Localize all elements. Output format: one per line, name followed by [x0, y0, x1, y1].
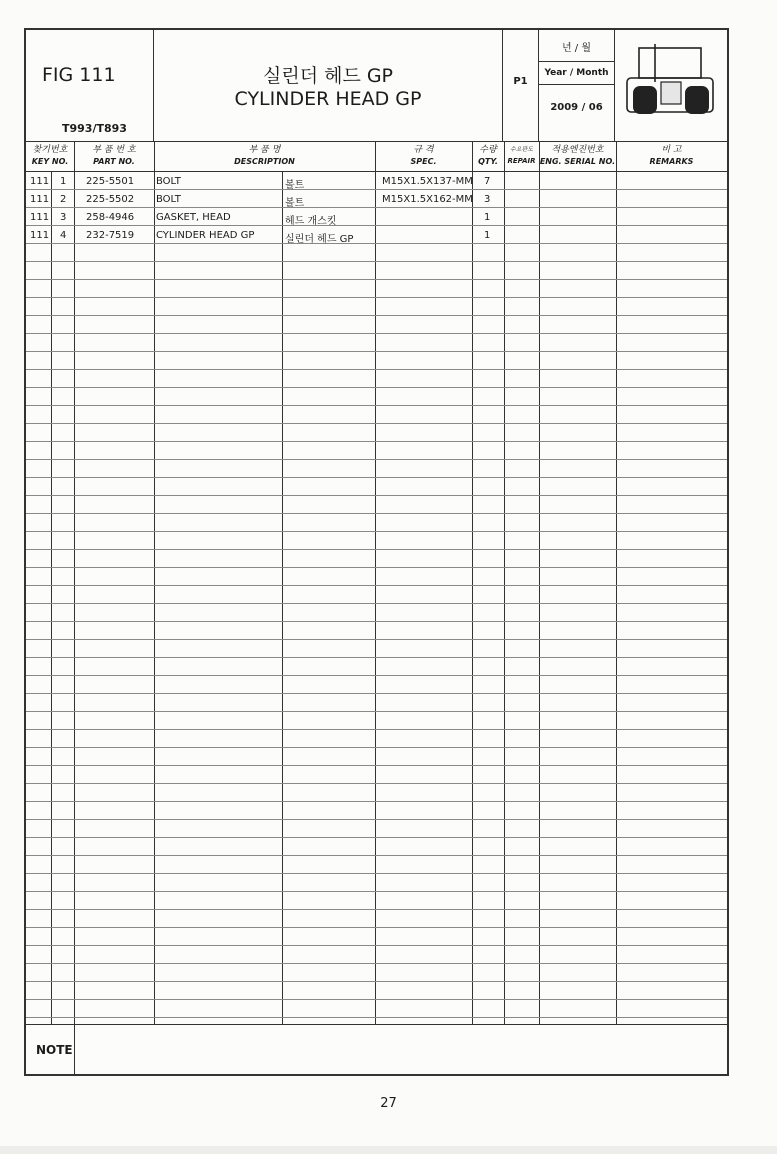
scan-edge	[0, 1146, 777, 1154]
spec-cell: M15X1.5X137-MM	[382, 176, 473, 187]
header-description: 부 품 명 DESCRIPTION	[234, 145, 295, 166]
date-label-korean: 년 / 월	[561, 43, 592, 54]
qty-cell: 7	[484, 176, 491, 187]
description-english-cell: GASKET, HEAD	[156, 212, 231, 223]
date-value: 2009 / 06	[550, 102, 603, 113]
parts-list-sheet	[24, 28, 729, 1076]
date-cell	[539, 30, 615, 141]
key-no-cell: 3	[60, 212, 67, 223]
note-area	[26, 1024, 727, 1075]
page-cell	[503, 30, 539, 141]
description-english-cell: CYLINDER HEAD GP	[156, 230, 255, 241]
header-remarks: 비 고 REMARKS	[649, 145, 694, 166]
column-headers	[26, 141, 727, 172]
model-number: T993/T893	[62, 122, 127, 135]
description-english-cell: BOLT	[156, 194, 181, 205]
fig-cell: 111	[30, 212, 50, 223]
fig-cell: 111	[30, 230, 50, 241]
title-cell	[154, 30, 503, 141]
header-part-no: 부 품 번 호 PART NO.	[92, 145, 136, 166]
part-no-cell: 225-5502	[86, 194, 135, 205]
fig-cell: 111	[30, 194, 50, 205]
part-no-cell: 258-4946	[86, 212, 135, 223]
title-english: CYLINDER HEAD GP	[234, 88, 422, 110]
table-row	[26, 191, 727, 209]
fig-cell: 111	[30, 176, 50, 187]
title-korean: 실린더 헤드 GP	[262, 65, 394, 87]
qty-cell: 1	[484, 212, 491, 223]
description-korean-cell: 헤드 개스킷	[285, 216, 337, 227]
row-lines	[26, 171, 727, 1024]
date-label-english: Year / Month	[544, 68, 609, 78]
qty-cell: 3	[484, 194, 491, 205]
tractor-icon	[619, 42, 723, 130]
key-no-cell: 4	[60, 230, 67, 241]
key-no-cell: 1	[60, 176, 67, 187]
page-number: 27	[380, 1096, 397, 1111]
page-code: P1	[513, 76, 528, 87]
table-row	[26, 227, 727, 245]
part-no-cell: 232-7519	[86, 230, 135, 241]
image-cell	[615, 30, 727, 141]
description-korean-cell: 볼트	[285, 180, 305, 191]
qty-cell: 1	[484, 230, 491, 241]
key-no-cell: 2	[60, 194, 67, 205]
sheet-header	[26, 30, 727, 142]
description-english-cell: BOLT	[156, 176, 181, 187]
table-row	[26, 173, 727, 191]
part-no-cell: 225-5501	[86, 176, 135, 187]
header-eng-serial-no: 적용엔진번호 ENG. SERIAL NO.	[539, 145, 616, 166]
header-repair: 수요판도 REPAIR	[507, 146, 536, 165]
description-korean-cell: 볼트	[285, 198, 305, 209]
header-key-no: 찾기번호 KEY NO.	[31, 145, 69, 166]
note-label: NOTE	[36, 1043, 73, 1057]
figure-cell	[26, 30, 154, 141]
spec-cell: M15X1.5X162-MM	[382, 194, 473, 205]
table-row	[26, 209, 727, 227]
header-qty: 수량 QTY.	[478, 145, 498, 166]
header-spec: 규 격 SPEC.	[410, 145, 437, 166]
description-korean-cell: 실린더 헤드 GP	[285, 234, 354, 245]
figure-number: FIG 111	[42, 64, 116, 86]
